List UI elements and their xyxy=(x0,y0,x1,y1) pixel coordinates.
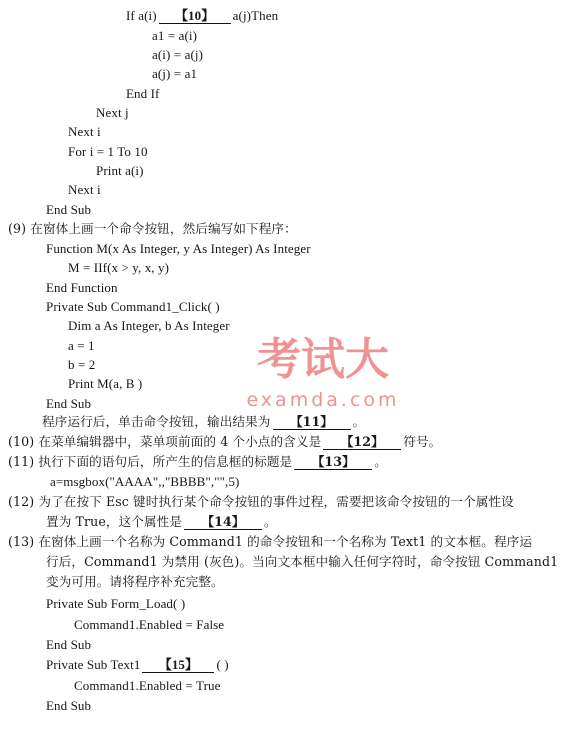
question-text: 。 xyxy=(264,514,277,529)
question-text: 在菜单编辑器中，菜单项前面的 4 个小点的含义是 xyxy=(38,434,322,449)
code-line: End Sub xyxy=(46,202,92,217)
code-line: Command1.Enabled = True xyxy=(74,678,221,693)
question-text: 在窗体上画一个名称为 Command1 的命令按钮和一个名称为 Text1 的文本框。程序运 xyxy=(38,534,533,549)
code-line: End Sub xyxy=(46,396,92,411)
code-line: a(i) = a(j) xyxy=(152,47,204,62)
code-line: a1 = a(i) xyxy=(152,28,198,43)
question-text: 。 xyxy=(374,454,387,469)
code-line: End If xyxy=(126,86,160,101)
code-line: End Sub xyxy=(46,698,92,713)
answer-blank-14: 【14】 xyxy=(184,514,262,530)
question-text: 变为可用。请将程序补充完整。 xyxy=(46,574,224,589)
code-line xyxy=(46,657,229,673)
code-line: Function M(x As Integer, y As Integer) As Integer xyxy=(46,241,311,256)
code-text: Private Sub Text1 xyxy=(46,657,141,672)
answer-blank-13: 【13】 xyxy=(294,454,372,470)
code-line: For i = 1 To 10 xyxy=(68,144,148,159)
question-9-result xyxy=(42,414,365,430)
answer-blank-10: 【10】 xyxy=(159,8,231,24)
code-line: Private Sub Form_Load( ) xyxy=(46,596,186,611)
answer-blank-12: 【12】 xyxy=(323,434,401,450)
code-line: Print a(i) xyxy=(96,163,144,178)
answer-blank-15: 【15】 xyxy=(142,657,214,673)
answer-blank-11: 【11】 xyxy=(273,414,351,430)
question-12 xyxy=(8,494,514,510)
question-text: 程序运行后，单击命令按钮，输出结果为 xyxy=(42,414,271,429)
question-text: 为了在按下 Esc 键时执行某个命令按钮的事件过程，需要把该命令按钮的一个属性设 xyxy=(38,494,514,509)
watermark-chars: 考试大 xyxy=(257,334,389,385)
question-10 xyxy=(8,434,441,450)
code-line: a=msgbox("AAAA",,"BBBB","",5) xyxy=(50,474,240,489)
question-text: 。 xyxy=(352,414,366,429)
code-line: Dim a As Integer, b As Integer xyxy=(68,318,230,333)
question-text: 执行下面的语句后，所产生的信息框的标题是 xyxy=(38,454,293,469)
code-text: If a(i) xyxy=(126,8,157,23)
question-number: (11) xyxy=(8,454,35,469)
question-number: (9) xyxy=(8,221,27,236)
code-line: Next j xyxy=(96,105,129,120)
code-line: End Sub xyxy=(46,637,92,652)
question-number: (12) xyxy=(8,494,35,509)
watermark-logo xyxy=(238,328,408,418)
question-text: 符号。 xyxy=(403,434,442,449)
question-9 xyxy=(8,221,297,237)
question-13 xyxy=(8,534,532,550)
code-line: Command1.Enabled = False xyxy=(74,617,225,632)
code-text: ( ) xyxy=(216,657,229,672)
code-line: b = 2 xyxy=(68,357,96,372)
code-line: Print M(a, B ) xyxy=(68,376,143,391)
question-text: 行后，Command1 为禁用 (灰色)。当向文本框中输入任何字符时，命令按钮 Command1 xyxy=(46,554,559,569)
question-number: (10) xyxy=(8,434,35,449)
question-12-line2 xyxy=(46,514,277,530)
question-11 xyxy=(8,454,387,470)
code-line: M = IIf(x > y, x, y) xyxy=(68,260,170,275)
code-line: Next i xyxy=(68,124,101,139)
code-line: Next i xyxy=(68,182,101,197)
question-text: 在窗体上画一个命令按钮，然后编写如下程序： xyxy=(30,221,297,236)
watermark-domain: examda.com xyxy=(246,389,400,411)
question-text: 置为 True，这个属性是 xyxy=(46,514,183,529)
code-line: a = 1 xyxy=(68,338,95,353)
code-line xyxy=(126,8,278,24)
question-number: (13) xyxy=(8,534,35,549)
code-text: a(j)Then xyxy=(232,8,279,23)
code-line: Private Sub Command1_Click( ) xyxy=(46,299,220,314)
code-line: End Function xyxy=(46,280,118,295)
code-line: a(j) = a1 xyxy=(152,66,198,81)
